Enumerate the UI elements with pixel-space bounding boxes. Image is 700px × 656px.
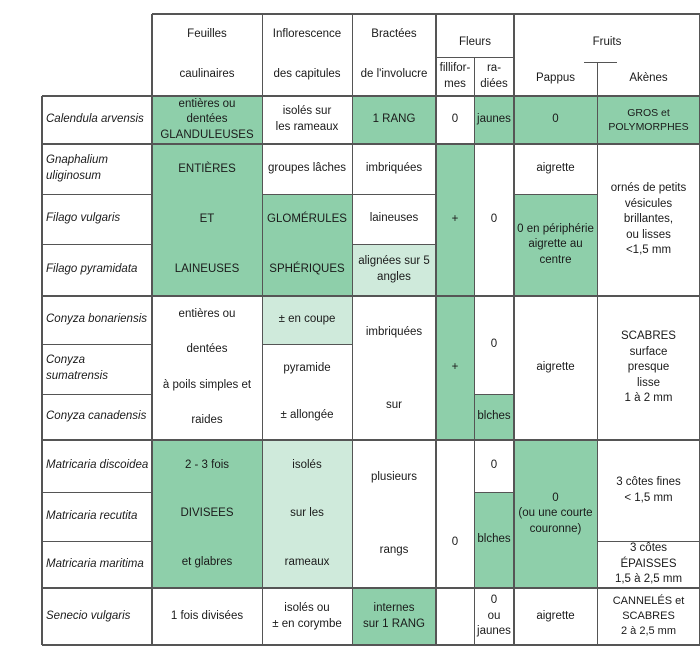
cell-gnf-feuilles-line: ENTIÈRES [178, 163, 236, 176]
cell-fp-bract-line: alignées sur 5 [358, 255, 430, 268]
cell-con-akenes-line: lisse [636, 376, 660, 389]
grid-line [474, 57, 475, 645]
grid-line [262, 194, 352, 195]
cell-cal-pappus [514, 96, 597, 144]
cell-gna-pappus-line: aigrette [536, 162, 575, 175]
header-feuilles-line: Feuilles [187, 28, 227, 41]
cell-mat-feuilles [152, 440, 262, 588]
cell-cal-inflo-line: isolés sur [282, 105, 332, 118]
grid-line [42, 587, 700, 588]
cell-ms-fili-line: 0 [451, 535, 459, 548]
cell-fv-bract [352, 194, 436, 244]
species-name [42, 296, 152, 344]
cell-fil-pappus-line: centre [539, 253, 572, 266]
species-name-line: Gnaphalium uliginosum [46, 154, 109, 182]
species-name [42, 394, 152, 440]
cell-fil-inflo-line: SPHÉRIQUES [269, 263, 345, 276]
cell-cbs-radiees [474, 296, 514, 394]
species-name [42, 344, 152, 394]
species-name-line: Calendula arvensis [46, 113, 144, 126]
species-name [42, 96, 152, 144]
cell-cst-inflo [262, 344, 352, 440]
cell-sen-inflo-line: ± en corymbe [272, 617, 342, 630]
cell-sen-bract-line: internes [373, 601, 415, 614]
cell-con-akenes-line: presque [627, 361, 670, 374]
cell-gna-inflo-line: groupes lâches [268, 162, 346, 175]
cell-gna-bract-line: imbriquées [365, 162, 423, 175]
cell-mat-inflo-line: sur les [290, 507, 324, 520]
cell-sen-radiees-line: jaunes [477, 625, 511, 638]
header-akenes-line: Akènes [629, 72, 668, 85]
cell-sen-radiees-line: ou [487, 609, 501, 622]
cell-con-feuilles-line: à poils simples et [162, 378, 252, 391]
grid-line [474, 492, 514, 493]
header-filiformes-line: fillifor- [439, 62, 471, 75]
cell-fv-bract-line: laineuses [369, 212, 419, 225]
species-name [42, 541, 152, 588]
cell-con-akenes-line: surface [629, 345, 668, 358]
species-name [42, 194, 152, 244]
cell-con-bract-line: sur [386, 398, 402, 411]
cell-md-radiees-line: 0 [490, 459, 498, 472]
header-fleurs-line: Fleurs [459, 36, 491, 49]
cell-mat-inflo-line: isolés [292, 458, 322, 471]
cell-con-fili [436, 296, 474, 440]
grid-line [513, 14, 514, 645]
cell-cal-feuilles [152, 96, 262, 144]
cell-con-bract-line: imbriquées [365, 326, 423, 339]
cell-sen-bract [352, 588, 436, 645]
species-name-line: Senecio vulgaris [46, 609, 131, 622]
cell-sen-bract-line: sur 1 RANG [363, 617, 425, 630]
header-bractees [352, 14, 436, 96]
cell-mrm-radiees-line: blches [477, 533, 511, 546]
grid-line [436, 57, 514, 58]
grid-line [42, 143, 700, 144]
cell-cal-akenes-line: POLYMORPHES [608, 121, 689, 133]
cell-gnf-akenes-line: vésicules [624, 197, 673, 210]
species-name-line: Matricaria maritima [46, 557, 144, 570]
cell-cal-feuilles-line: dentées [186, 113, 228, 126]
cell-mm-akenes-line: ÉPAISSES [620, 557, 677, 570]
cell-cal-pappus-line: 0 [552, 113, 559, 126]
header-inflorescence [262, 14, 352, 96]
cell-cb-inflo-line: ± en coupe [278, 313, 336, 326]
cell-cal-radiees-line: jaunes [477, 113, 511, 126]
header-feuilles [152, 14, 262, 96]
grid-line [42, 644, 700, 645]
cell-cbs-radiees-line: 0 [490, 338, 498, 351]
cell-sen-inflo-line: isolés ou [284, 601, 330, 614]
cell-cal-inflo [262, 96, 352, 144]
cell-sen-akenes [597, 588, 700, 645]
grid-line [435, 14, 436, 645]
grid-line [262, 344, 352, 345]
grid-line [262, 14, 263, 645]
cell-cst-inflo-line: ± allongée [280, 408, 334, 421]
grid-line [597, 96, 598, 645]
cell-sen-pappus [514, 588, 597, 645]
cell-cal-fili-line: 0 [451, 113, 459, 126]
species-name [42, 144, 152, 194]
cell-cal-bract-line: 1 RANG [372, 113, 416, 126]
cell-gfil-radiees [474, 144, 514, 296]
header-fruits-line: Fruits [592, 36, 622, 49]
grid-line [474, 394, 514, 395]
cell-mat-pappus-line: 0 [552, 491, 559, 504]
cell-gnf-feuilles-line: ET [199, 213, 215, 226]
cell-gnf-akenes-line: ornés de petits [610, 182, 687, 195]
header-bractees-line: de l'involucre [360, 68, 428, 81]
species-name-line: Conyza bonariensis [46, 313, 148, 326]
cell-con-bract-line: plusieurs [370, 471, 418, 484]
cell-gna-inflo [262, 144, 352, 194]
grid-line [514, 194, 597, 195]
cell-gnf-akenes [597, 144, 700, 296]
cell-fp-bract [352, 244, 436, 296]
header-radiees-line: diées [480, 78, 508, 90]
cell-sen-akenes-line: SCABRES [622, 610, 675, 623]
cell-gfil-fili-line: + [451, 213, 459, 226]
header-pappus-line: Pappus [535, 72, 575, 85]
cell-mdr-akenes-line: < 1,5 mm [624, 491, 673, 504]
cell-mrm-radiees [474, 492, 514, 588]
cell-cal-akenes [597, 96, 700, 144]
cell-cal-feuilles-line: GLANDULEUSES [160, 128, 254, 141]
grid-line [42, 95, 700, 96]
cell-con-pappus-line: aigrette [536, 361, 575, 374]
cell-gfil-radiees-line: 0 [490, 213, 498, 226]
cell-mat-inflo [262, 440, 352, 588]
grid-line [42, 295, 700, 296]
cell-mat-feuilles-line: et glabres [181, 555, 233, 568]
cell-mat-inflo-line: rameaux [284, 555, 330, 568]
cell-cal-inflo-line: les rameaux [275, 121, 339, 133]
cell-con-feuilles [152, 296, 262, 440]
header-feuilles-line: caulinaires [179, 68, 235, 81]
cell-mat-pappus-line: (ou une courte [518, 507, 593, 520]
cell-fil-inflo-line: GLOMÉRULES [267, 213, 347, 226]
cell-sen-akenes-line: CANNELÉS et [612, 595, 685, 608]
cell-con-feuilles-line: raides [191, 414, 223, 427]
cell-con-bract-line: rangs [379, 543, 409, 556]
header-akenes [597, 62, 700, 96]
cell-fil-pappus-line: aigrette au [528, 238, 583, 251]
cell-con-akenes [597, 296, 700, 440]
cell-con-akenes-line: 1 à 2 mm [624, 392, 673, 405]
cell-fp-bract-line: angles [377, 271, 411, 283]
cell-cc-radiees [474, 394, 514, 440]
grid-line [42, 439, 700, 440]
cell-mm-akenes-line: 3 côtes [629, 542, 668, 555]
cell-gnf-akenes-line: ou lisses [626, 228, 671, 241]
cell-fil-pappus-line: 0 en périphérie [517, 222, 594, 235]
grid-line [42, 394, 152, 395]
cell-cst-inflo-line: pyramide [283, 361, 331, 374]
grid-line [151, 14, 152, 645]
cell-mat-feuilles-line: DIVISEES [180, 507, 234, 520]
cell-ms-fili [436, 440, 474, 645]
header-radiees [474, 58, 514, 96]
grid-line [584, 62, 617, 63]
cell-sen-radiees [474, 588, 514, 645]
species-name [42, 492, 152, 541]
cell-sen-akenes-line: 2 à 2,5 mm [620, 624, 677, 637]
cell-cc-radiees-line: blches [477, 410, 511, 423]
header-radiees-line: ra- [486, 62, 502, 75]
header-inflorescence-line: Inflorescence [272, 28, 342, 41]
header-filiformes [436, 58, 474, 96]
species-name-line: Filago pyramidata [46, 263, 138, 276]
cell-gnf-feuilles [152, 144, 262, 296]
cell-mm-akenes-line: 1,5 à 2,5 mm [614, 573, 683, 586]
cell-con-bract [352, 296, 436, 588]
grid-line [41, 96, 42, 645]
grid-line [42, 541, 152, 542]
grid-line [42, 244, 152, 245]
cell-sen-pappus-line: aigrette [536, 609, 575, 622]
header-inflorescence-line: des capitules [273, 68, 341, 81]
grid-line [597, 541, 700, 542]
cell-con-fili-line: + [451, 361, 459, 374]
cell-gna-bract [352, 144, 436, 194]
grid-line [597, 62, 598, 96]
species-name-line: Matricaria discoidea [46, 459, 149, 472]
species-name-line: Conyza sumatrensis [46, 354, 108, 382]
cell-mat-pappus-line: couronne) [529, 522, 582, 535]
cell-mdr-akenes [597, 440, 700, 541]
species-name [42, 588, 152, 645]
species-name [42, 440, 152, 492]
cell-sen-feuilles [152, 588, 262, 645]
grid-line [42, 344, 152, 345]
grid-line [352, 14, 353, 645]
cell-cal-akenes-line: GROS et [627, 106, 670, 119]
species-name-line: Conyza canadensis [46, 410, 147, 423]
grid-line [152, 13, 700, 14]
cell-mm-akenes [597, 541, 700, 588]
header-fleurs [436, 30, 514, 56]
cell-cal-feuilles-line: entières ou [178, 97, 236, 110]
cell-mdr-akenes-line: 3 côtes fines [616, 475, 681, 488]
header-bractees-line: Bractées [371, 28, 417, 41]
cell-con-akenes-line: SCABRES [621, 330, 676, 343]
cell-gfil-fili [436, 144, 474, 296]
cell-sen-radiees-line: 0 [490, 594, 498, 607]
cell-cb-inflo [262, 296, 352, 344]
header-filiformes-line: mes [444, 78, 466, 90]
species-name-line: Matricaria recutita [46, 509, 138, 522]
grid-line [42, 492, 152, 493]
cell-fil-inflo [262, 194, 352, 296]
header-fruits [514, 30, 700, 56]
cell-gna-pappus [514, 144, 597, 194]
cell-md-radiees [474, 440, 514, 492]
cell-cal-fili [436, 96, 474, 144]
cell-con-pappus [514, 296, 597, 440]
cell-fil-pappus [514, 194, 597, 296]
cell-cal-bract [352, 96, 436, 144]
grid-line [352, 244, 436, 245]
cell-cal-radiees [474, 96, 514, 144]
cell-con-feuilles-line: entières ou [178, 307, 236, 320]
header-pappus [514, 62, 597, 96]
cell-con-feuilles-line: dentées [186, 343, 228, 356]
cell-sen-inflo [262, 588, 352, 645]
cell-gnf-akenes-line: brillantes, [623, 213, 674, 226]
species-name-line: Filago vulgaris [46, 212, 121, 225]
cell-mat-feuilles-line: 2 - 3 fois [184, 458, 230, 471]
species-name [42, 244, 152, 296]
cell-sen-feuilles-line: 1 fois divisées [170, 609, 244, 622]
cell-gnf-feuilles-line: LAINEUSES [174, 263, 240, 276]
grid-line [352, 194, 436, 195]
cell-gnf-akenes-line: <1,5 mm [625, 244, 672, 257]
grid-line [42, 194, 152, 195]
cell-mat-pappus [514, 440, 597, 588]
